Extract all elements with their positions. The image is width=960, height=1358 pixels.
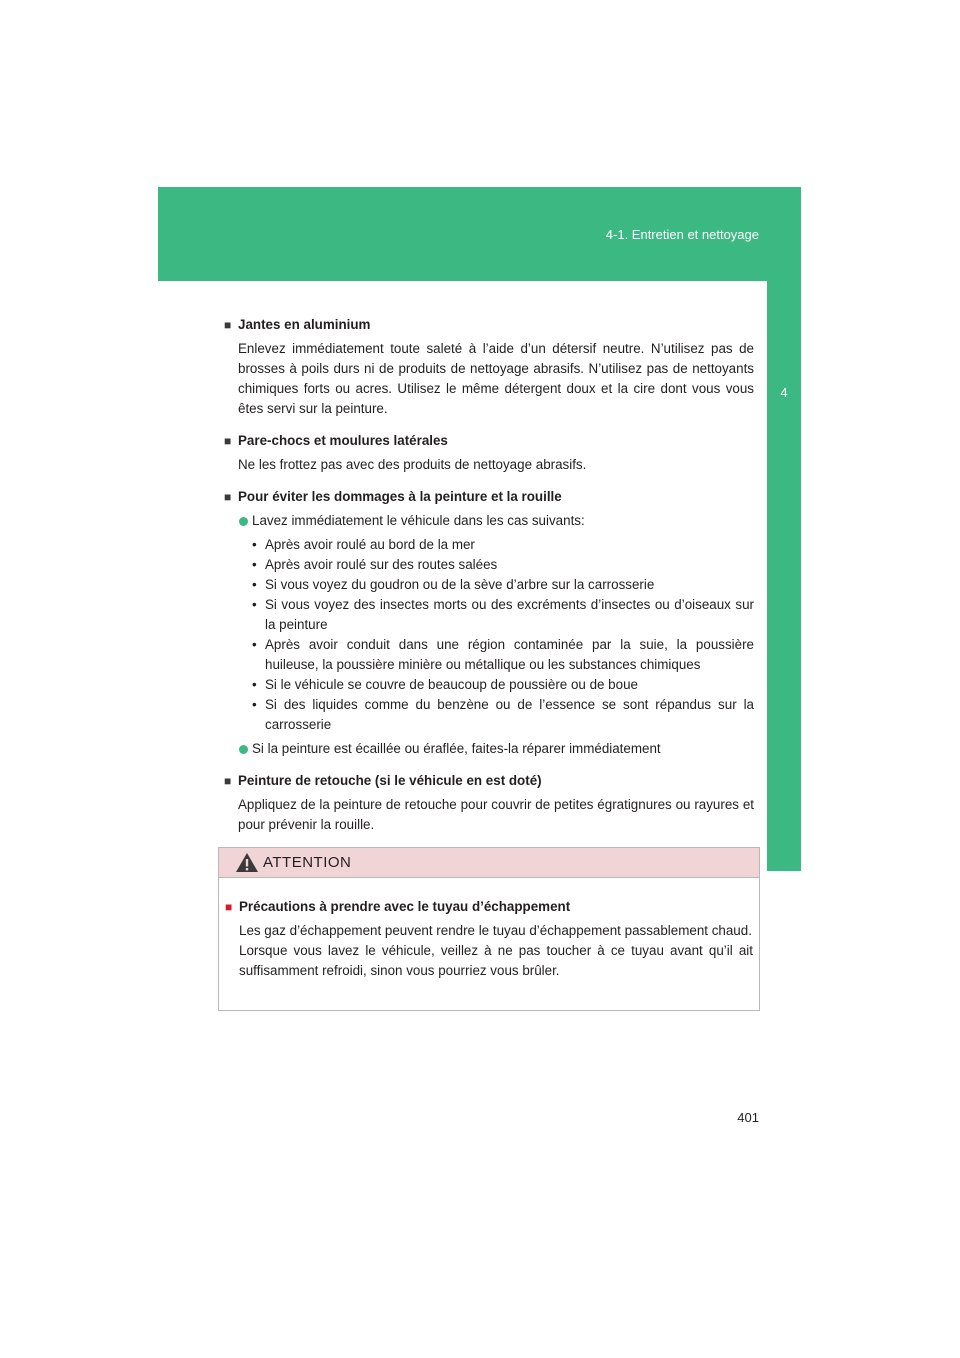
warning-title: ATTENTION <box>263 854 352 871</box>
square-bullet-icon: ■ <box>224 318 232 332</box>
warning-body <box>225 891 753 981</box>
paragraph-aluminium-wheels: Enlevez immédiatement toute saleté à l’aide d’un détersif neutre. N’utilisez pas de brosses à poils durs ni de produits de nettoyage abrasifs. N’utilisez pas de nettoyants chimiques forts ou acres. Utilisez le même détergent doux et la cire dont vous vous êtes servi sur la peinture. <box>238 341 754 416</box>
list-item: • Après avoir conduit dans une région contaminée par la suie, la poussière huileuse, la poussière minière ou métallique ou les substances chimiques <box>252 637 754 672</box>
round-bullet-item: Lavez immédiatement le véhicule dans les cas suivants: <box>224 511 754 531</box>
warning-header <box>219 848 759 878</box>
heading-paint-rust: ■ Pour éviter les dommages à la peinture et la rouille <box>224 487 754 507</box>
square-bullet-icon: ■ <box>224 434 232 448</box>
heading-aluminium-wheels: ■ Jantes en aluminium <box>224 315 754 335</box>
list-item: • Si le véhicule se couvre de beaucoup de poussière ou de boue <box>252 677 638 692</box>
square-bullet-icon: ■ <box>224 490 232 504</box>
warning-box <box>218 847 760 1011</box>
main-content <box>224 309 754 835</box>
round-bullet-icon <box>239 745 248 754</box>
list-item: • Si des liquides comme du benzène ou de l’essence se sont répandus sur la carrosserie <box>252 697 754 732</box>
warning-triangle-icon <box>235 852 259 873</box>
square-bullet-icon: ■ <box>225 900 233 914</box>
chapter-side-tab <box>767 281 801 871</box>
list-item: • Si vous voyez des insectes morts ou des excréments d’insectes ou d’oiseaux sur la peinture <box>252 597 754 632</box>
warning-heading: ■ Précautions à prendre avec le tuyau d’échappement <box>225 897 753 917</box>
section-header-bar <box>158 187 801 281</box>
page-number: 401 <box>737 1110 759 1125</box>
heading-touch-up-paint: ■ Peinture de retouche (si le véhicule en est doté) <box>224 771 754 791</box>
round-bullet-item: Si la peinture est écaillée ou éraflée, faites-la réparer immédiatement <box>224 739 754 759</box>
heading-bumpers: ■ Pare-chocs et moulures latérales <box>224 431 754 451</box>
paragraph-bumpers: Ne les frottez pas avec des produits de nettoyage abrasifs. <box>238 457 587 472</box>
section-title: 4-1. Entretien et nettoyage <box>605 227 759 242</box>
list-item: • Si vous voyez du goudron ou de la sève d’arbre sur la carrosserie <box>252 577 655 592</box>
wash-conditions-list <box>224 535 754 735</box>
list-item: • Après avoir roulé sur des routes salées <box>252 557 498 572</box>
square-bullet-icon: ■ <box>224 774 232 788</box>
round-bullet-icon <box>239 517 248 526</box>
warning-text-2: Lorsque vous lavez le véhicule, veillez à ne pas toucher à ce tuyau avant qu’il ait suffisamment refroidi, sinon vous pourriez vous brûler. <box>239 943 753 978</box>
chapter-number: 4 <box>780 385 788 400</box>
paragraph-touch-up-paint: Appliquez de la peinture de retouche pour couvrir de petites égratignures ou rayures et pour prévenir la rouille. <box>238 797 754 832</box>
warning-text-1: Les gaz d’échappement peuvent rendre le tuyau d’échappement passablement chaud. <box>239 923 752 938</box>
list-item: • Après avoir roulé au bord de la mer <box>252 537 475 552</box>
